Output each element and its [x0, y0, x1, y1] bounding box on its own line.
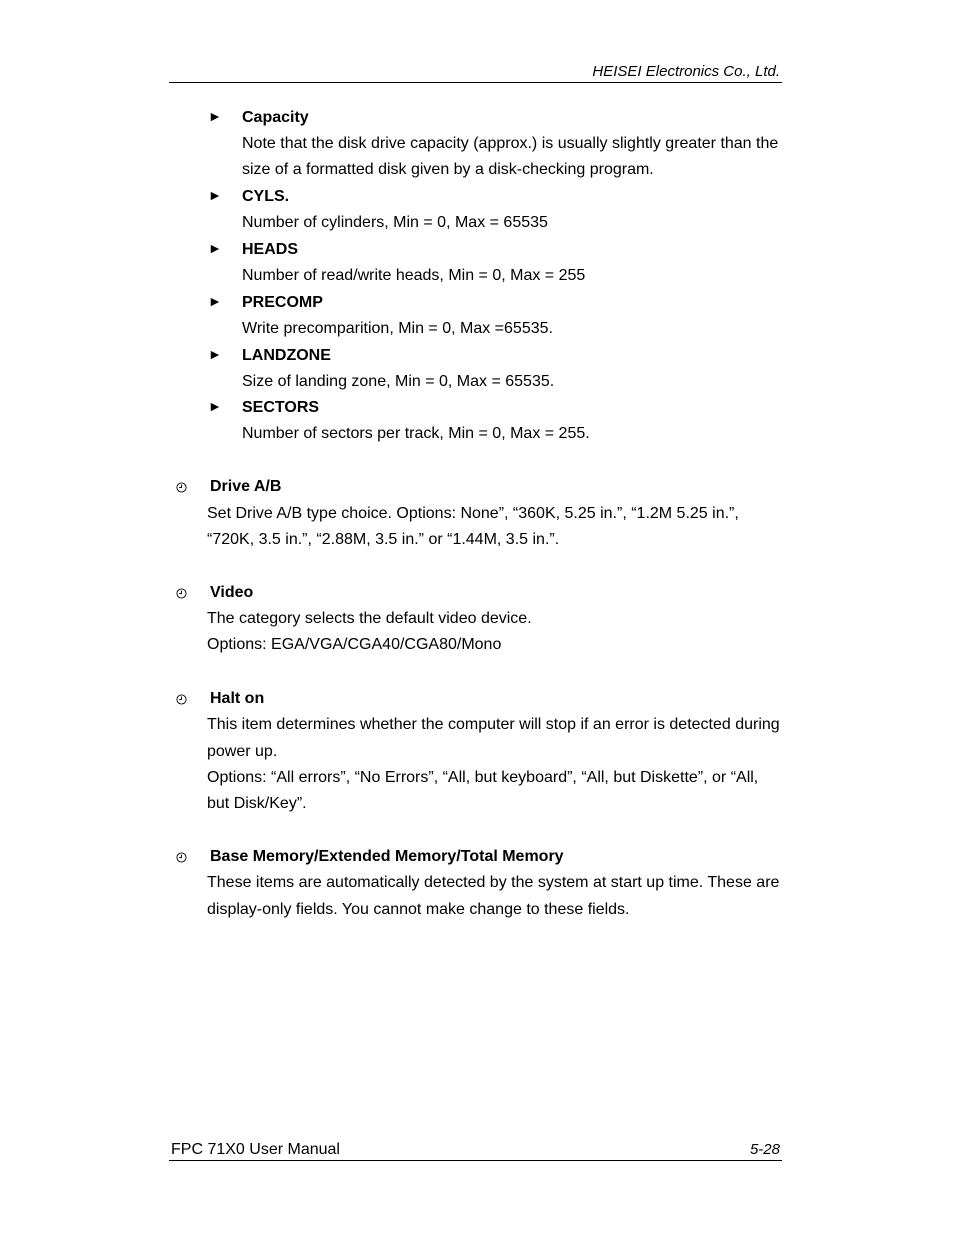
item-text: Note that the disk drive capacity (approx.) is usually slightly greater than the	[242, 135, 779, 152]
page-number: 5-28	[749, 1141, 780, 1158]
company-name: HEISEI Electronics Co., Ltd.	[592, 63, 780, 80]
item-text: Write precomparition, Min = 0, Max =65535.	[242, 320, 553, 337]
clock-bullet-icon	[176, 694, 187, 705]
item-text: Number of cylinders, Min = 0, Max = 65535	[242, 214, 548, 231]
section-text: but Disk/Key”.	[207, 795, 307, 812]
item-text: Number of read/write heads, Min = 0, Max = 255	[242, 267, 586, 284]
section-text: power up.	[207, 743, 278, 760]
item-title-sectors: SECTORS	[242, 399, 320, 416]
section-title-memory: Base Memory/Extended Memory/Total Memory	[210, 848, 564, 865]
item-title-heads: HEADS	[242, 241, 299, 258]
item-text: Number of sectors per track, Min = 0, Max = 255.	[242, 425, 590, 442]
arrow-bullet-icon: ►	[208, 240, 222, 256]
item-text: size of a formatted disk given by a disk-checking program.	[242, 161, 654, 178]
section-text: Set Drive A/B type choice. Options: None”, “360K, 5.25 in.”, “1.2M 5.25 in.”,	[207, 505, 739, 522]
section-text: Options: “All errors”, “No Errors”, “All, but keyboard”, “All, but Diskette”, or “All,	[207, 769, 759, 786]
page-footer	[169, 1140, 782, 1161]
item-title-precomp: PRECOMP	[242, 294, 323, 311]
section-title-drive-ab: Drive A/B	[210, 478, 282, 495]
arrow-bullet-icon: ►	[208, 346, 222, 362]
section-text: These items are automatically detected by the system at start up time. These are	[207, 874, 780, 891]
item-title-landzone: LANDZONE	[242, 347, 331, 364]
clock-bullet-icon	[176, 588, 187, 599]
item-title-cyls: CYLS.	[242, 188, 290, 205]
clock-bullet-icon	[176, 852, 187, 863]
section-text: Options: EGA/VGA/CGA40/CGA80/Mono	[207, 636, 502, 653]
manual-title: FPC 71X0 User Manual	[171, 1141, 340, 1158]
arrow-bullet-icon: ►	[208, 187, 222, 203]
section-title-video: Video	[210, 584, 254, 601]
section-text: display-only fields. You cannot make change to these fields.	[207, 901, 630, 918]
section-text: The category selects the default video device.	[207, 610, 532, 627]
section-title-halt-on: Halt on	[210, 690, 265, 707]
item-title-capacity: Capacity	[242, 109, 309, 126]
section-text: This item determines whether the computer will stop if an error is detected during	[207, 716, 780, 733]
arrow-bullet-icon: ►	[208, 293, 222, 309]
item-text: Size of landing zone, Min = 0, Max = 65535.	[242, 373, 555, 390]
arrow-bullet-icon: ►	[208, 398, 222, 414]
clock-bullet-icon	[176, 482, 187, 493]
section-text: “720K, 3.5 in.”, “2.88M, 3.5 in.” or “1.44M, 3.5 in.”.	[207, 531, 560, 548]
page-header	[169, 62, 782, 83]
arrow-bullet-icon: ►	[208, 108, 222, 124]
